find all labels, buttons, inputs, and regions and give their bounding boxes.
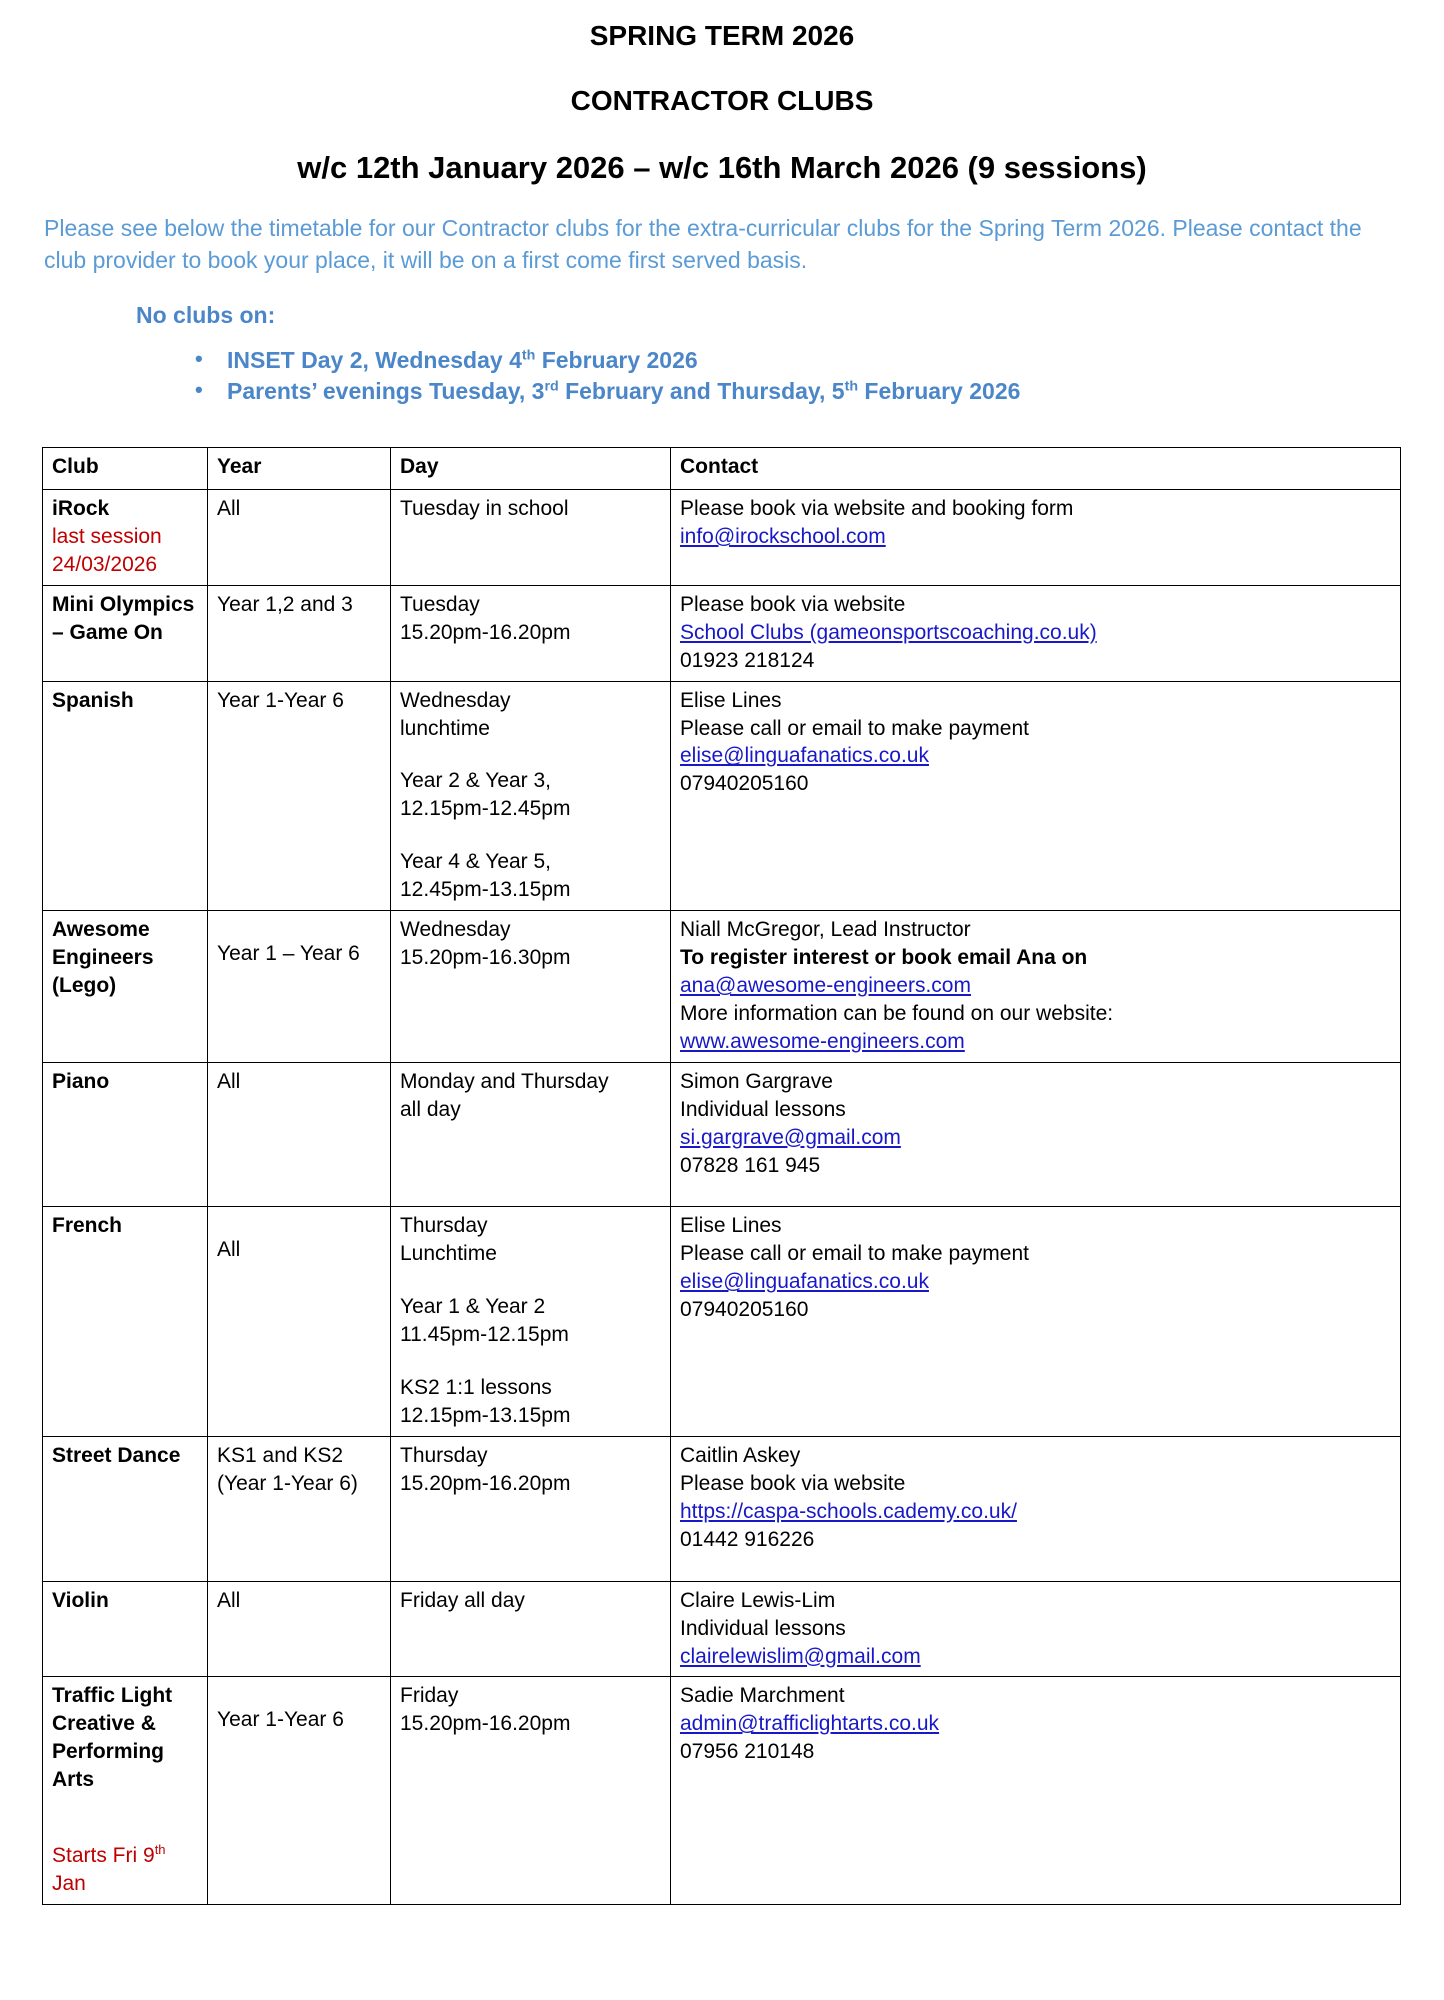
inset-day-post: February 2026 <box>535 347 698 374</box>
table-row <box>43 1581 1401 1677</box>
day-line-3: Year 1 & Year 2 <box>400 1295 546 1319</box>
parents-post: February 2026 <box>858 378 1021 405</box>
cell-day-awesome-engineers <box>391 911 671 1063</box>
contact-line: Please book via website <box>680 592 906 616</box>
year-value: Year 1 – Year 6 <box>217 942 360 966</box>
cell-club-irock <box>43 490 208 586</box>
cell-contact-spanish <box>671 681 1401 911</box>
cell-year-spanish <box>208 681 391 911</box>
contact-line: Please book via website <box>680 1471 906 1495</box>
day-line-5: Year 4 & Year 5, <box>400 850 552 874</box>
cell-year-violin <box>208 1581 391 1677</box>
contact-email-link[interactable]: ana@awesome-engineers.com <box>680 974 971 997</box>
parents-sup-1: rd <box>544 378 559 395</box>
cell-spacer <box>680 1554 1392 1575</box>
contact-line: Please book via website and booking form <box>680 497 1074 521</box>
cell-contact-mini-olympics <box>671 585 1401 681</box>
cell-day-street-dance <box>391 1436 671 1581</box>
contact-website-link[interactable]: www.awesome-engineers.com <box>680 1029 965 1053</box>
contact-phone: 07940205160 <box>680 772 809 796</box>
year-value: Year 1,2 and 3 <box>217 592 353 616</box>
no-clubs-list <box>0 345 1444 407</box>
day-line-2: 15.20pm-16.30pm <box>400 946 571 970</box>
contact-email-link[interactable]: elise@linguafanatics.co.uk <box>680 744 929 768</box>
contact-line: More information can be found on our website: <box>680 1001 1114 1025</box>
clubs-timetable <box>42 447 1401 1905</box>
contact-register-note: To register interest or book email Ana on <box>680 946 1088 970</box>
club-name: iRock <box>52 497 110 521</box>
year-value: Year 1-Year 6 <box>217 1708 344 1732</box>
club-name: Piano <box>52 1069 110 1093</box>
contact-name: Elise Lines <box>680 1214 782 1238</box>
day-line-4: 12.15pm-12.45pm <box>400 797 571 821</box>
contact-website-link[interactable]: School Clubs (gameonsportscoaching.co.uk) <box>680 620 1097 644</box>
contact-line: Please call or email to make payment <box>680 1242 1029 1266</box>
column-header-contact: Contact <box>671 448 1401 490</box>
day-line-5: KS2 1:1 lessons <box>400 1376 552 1400</box>
table-row <box>43 490 1401 586</box>
contact-name: Elise Lines <box>680 688 782 712</box>
cell-contact-traffic-light <box>671 1677 1401 1905</box>
cell-contact-irock <box>671 490 1401 586</box>
page-title-term: SPRING TERM 2026 <box>589 20 855 51</box>
day-line-1: Monday and Thursday <box>400 1069 609 1093</box>
year-value: All <box>217 1588 241 1612</box>
cell-day-french <box>391 1207 671 1437</box>
inset-day-pre: INSET Day 2, Wednesday 4 <box>227 347 522 374</box>
day-line-6: 12.45pm-13.15pm <box>400 878 571 902</box>
table-row <box>43 1207 1401 1437</box>
column-header-day: Day <box>391 448 671 490</box>
club-start-note-post: Jan <box>52 1872 86 1896</box>
club-start-note <box>52 1794 199 1898</box>
table-row <box>43 911 1401 1063</box>
cell-day-spanish <box>391 681 671 911</box>
intro-paragraph: Please see below the timetable for our Contractor clubs for the extra-curricular clubs for the Spring Term 2026. Please contact the club provider to book your place, it will be on a first come first served basis. <box>44 215 1362 273</box>
table-header-row <box>43 448 1401 490</box>
cell-day-piano <box>391 1062 671 1207</box>
day-line-1: Thursday <box>400 1214 488 1238</box>
club-name: Violin <box>52 1588 109 1612</box>
parents-sup-2: th <box>844 378 859 395</box>
page-title-subject: CONTRACTOR CLUBS <box>570 85 874 116</box>
cell-day-traffic-light <box>391 1677 671 1905</box>
cell-year-awesome-engineers <box>208 911 391 1063</box>
contact-phone: 07828 161 945 <box>680 1153 821 1177</box>
club-name: Mini Olympics – Game On <box>52 592 195 644</box>
day-line-1: Thursday <box>400 1443 488 1467</box>
club-name: French <box>52 1214 123 1238</box>
day-value: Friday all day <box>400 1588 525 1612</box>
contact-name: Claire Lewis-Lim <box>680 1588 836 1612</box>
cell-year-street-dance <box>208 1436 391 1581</box>
contact-email-link[interactable]: elise@linguafanatics.co.uk <box>680 1270 929 1294</box>
table-row <box>43 585 1401 681</box>
day-line-2: Lunchtime <box>400 1242 497 1266</box>
table-row <box>43 1062 1401 1207</box>
contact-phone: 01442 916226 <box>680 1527 815 1551</box>
contact-name: Niall McGregor, Lead Instructor <box>680 918 971 942</box>
day-line-2: all day <box>400 1097 461 1121</box>
cell-club-piano <box>43 1062 208 1207</box>
cell-day-mini-olympics <box>391 585 671 681</box>
day-line-6: 12.15pm-13.15pm <box>400 1404 571 1428</box>
cell-year-mini-olympics <box>208 585 391 681</box>
list-item-inset-day <box>187 345 1444 376</box>
cell-day-irock <box>391 490 671 586</box>
year-line-1: KS1 and KS2 <box>217 1443 344 1467</box>
contact-name: Sadie Marchment <box>680 1684 845 1708</box>
day-line-1: Wednesday <box>400 688 511 712</box>
club-start-note-sup: th <box>154 1842 166 1858</box>
year-value: Year 1-Year 6 <box>217 688 344 712</box>
contact-phone: 07940205160 <box>680 1298 809 1322</box>
cell-year-traffic-light <box>208 1677 391 1905</box>
cell-day-violin <box>391 1581 671 1677</box>
year-value: All <box>217 1238 241 1262</box>
parents-mid: February and Thursday, 5 <box>558 378 845 405</box>
day-line-4: 11.45pm-12.15pm <box>400 1323 569 1347</box>
cell-contact-street-dance <box>671 1436 1401 1581</box>
table-row <box>43 1677 1401 1905</box>
club-name-line-1: Traffic Light <box>52 1684 173 1708</box>
day-line-1: Friday <box>400 1684 459 1708</box>
contact-email-link[interactable]: si.gargrave@gmail.com <box>680 1125 901 1149</box>
club-note-line-1: last session <box>52 525 162 549</box>
column-header-year: Year <box>208 448 391 490</box>
list-item-parents-evenings <box>187 376 1444 407</box>
club-name-line-2: Engineers <box>52 946 154 970</box>
inset-day-sup: th <box>521 347 536 364</box>
cell-club-violin <box>43 1581 208 1677</box>
contact-line: Individual lessons <box>680 1097 846 1121</box>
contact-line: Individual lessons <box>680 1616 846 1640</box>
cell-contact-awesome-engineers <box>671 911 1401 1063</box>
contact-line: Please call or email to make payment <box>680 716 1029 740</box>
contact-name: Simon Gargrave <box>680 1069 833 1093</box>
day-line-2: 15.20pm-16.20pm <box>400 1712 571 1736</box>
cell-contact-french <box>671 1207 1401 1437</box>
cell-year-piano <box>208 1062 391 1207</box>
cell-spacer <box>680 1179 1392 1200</box>
cell-year-irock <box>208 490 391 586</box>
club-name: Street Dance <box>52 1443 181 1467</box>
contact-phone: 07956 210148 <box>680 1740 815 1764</box>
day-line-2: 15.20pm-16.20pm <box>400 620 571 644</box>
contact-name: Caitlin Askey <box>680 1443 801 1467</box>
club-name-line-3: (Lego) <box>52 974 117 997</box>
club-note-line-2: 24/03/2026 <box>52 552 158 576</box>
day-line-2: 15.20pm-16.20pm <box>400 1471 571 1495</box>
column-header-club: Club <box>43 448 208 490</box>
day-line-1: Tuesday <box>400 592 480 616</box>
contact-email-link[interactable]: clairelewislim@gmail.com <box>680 1644 921 1668</box>
contact-email-link[interactable]: info@irockschool.com <box>680 525 886 549</box>
day-value: Tuesday in school <box>400 497 569 521</box>
cell-contact-violin <box>671 1581 1401 1677</box>
contact-website-link[interactable]: https://caspa-schools.cademy.co.uk/ <box>680 1499 1017 1523</box>
year-value: All <box>217 1069 241 1093</box>
day-line-2: lunchtime <box>400 716 490 740</box>
year-line-2: (Year 1-Year 6) <box>217 1471 358 1495</box>
no-clubs-heading: No clubs on: <box>136 302 276 329</box>
year-value: All <box>217 497 241 521</box>
club-name-line-2: Creative & <box>52 1712 156 1736</box>
parents-pre: Parents’ evenings Tuesday, 3 <box>227 378 545 405</box>
club-name-line-1: Awesome <box>52 918 150 942</box>
cell-year-french <box>208 1207 391 1437</box>
cell-club-traffic-light <box>43 1677 208 1905</box>
page-title-dates: w/c 12th January 2026 – w/c 16th March 2026 (9 sessions) <box>297 150 1147 185</box>
day-line-1: Wednesday <box>400 918 511 942</box>
club-name-line-3: Performing Arts <box>52 1740 165 1792</box>
table-row <box>43 1436 1401 1581</box>
day-line-3: Year 2 & Year 3, <box>400 769 552 793</box>
table-row <box>43 681 1401 911</box>
cell-club-street-dance <box>43 1436 208 1581</box>
contact-email-link[interactable]: admin@trafficlightarts.co.uk <box>680 1712 940 1736</box>
cell-club-mini-olympics <box>43 585 208 681</box>
cell-club-spanish <box>43 681 208 911</box>
club-name: Spanish <box>52 688 134 712</box>
contact-phone: 01923 218124 <box>680 648 815 672</box>
cell-club-french <box>43 1207 208 1437</box>
cell-contact-piano <box>671 1062 1401 1207</box>
cell-club-awesome-engineers <box>43 911 208 1063</box>
club-start-note-pre: Starts Fri 9 <box>52 1844 155 1868</box>
